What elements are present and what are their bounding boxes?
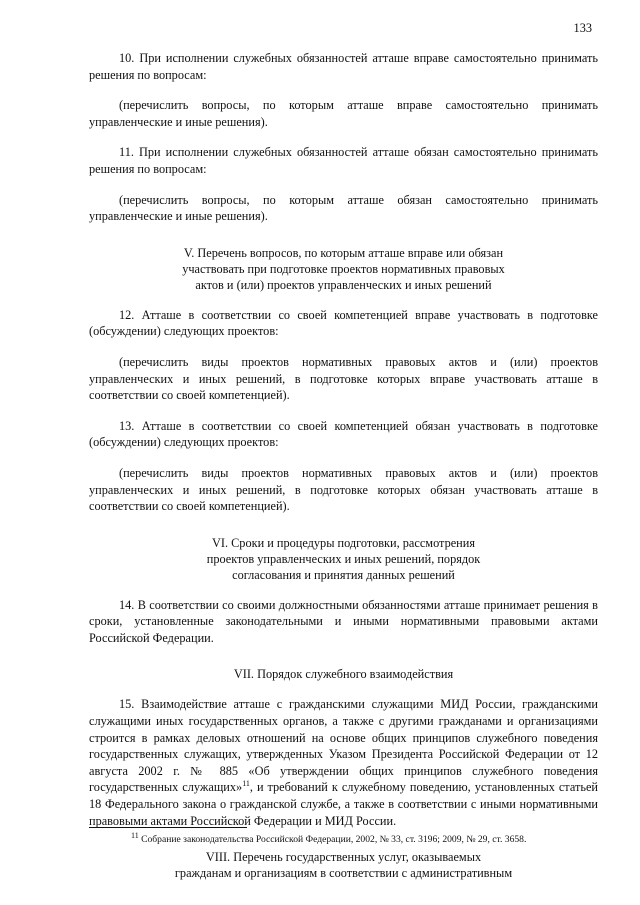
section-heading-line: гражданам и организациям в соответствии с административным — [174, 866, 513, 881]
footnote — [131, 830, 598, 846]
section-heading — [89, 666, 598, 682]
section-heading-line: участвовать при подготовке проектов нормативных правовых — [182, 261, 505, 276]
paragraph: 11. При исполнении служебных обязанностей атташе обязан самостоятельно принимать решения по вопросам: — [89, 145, 598, 176]
section-heading-line: согласования и принятия данных решений — [232, 567, 455, 582]
paragraph: 13. Атташе в соответствии со своей компетенцией обязан участвовать в подготовке (обсуждении) следующих проектов: — [89, 418, 598, 450]
paragraph: 12. Атташе в соответствии со своей компетенцией вправе участвовать в подготовке (обсуждении) следующих проектов: — [89, 307, 598, 339]
section-heading — [89, 245, 598, 293]
paragraph: (перечислить вопросы, по которым атташе обязан самостоятельно принимать управленческие и иные решения). — [89, 192, 598, 224]
paragraph — [89, 696, 598, 829]
paragraph: 14. В соответствии со своими должностными обязанностями атташе принимает решения в сроки, установленные законодательными и иными нормативными правовыми актами Российской Федерации. — [89, 597, 598, 645]
paragraph-text: , и требований к служебному поведению, установленных статьей 18 Федерального закона о гражданской службе, а также в соответствии с иными нормативными правовыми актами Российской Федерации и МИД России. — [89, 780, 598, 828]
page-number: 133 — [573, 21, 592, 35]
section-heading — [89, 535, 598, 583]
paragraph-text: 15. Взаимодействие атташе с гражданскими служащими МИД России, гражданскими служащими иных государственных органов, а также с другими гражданами и организациями строится в рамках деловых отношений на основе общих принципов служебного поведения государственных служащих, утвержденных Указом Президента Российской Федерации от 12 августа 2002 г. № 885 «Об утверждении общих принципов служебного поведения государственных служащих» — [89, 697, 598, 795]
paragraph: (перечислить виды проектов нормативных правовых актов и (или) проектов управленческих и иных решений, в подготовке которых вправе участвовать атташе в соответствии со своей компетенцией). — [89, 354, 598, 403]
section-heading-line: VI. Сроки и процедуры подготовки, рассмотрения — [211, 535, 475, 550]
paragraph: (перечислить виды проектов нормативных правовых актов и (или) проектов управленческих и иных решений, в подготовке которых обязан участвовать атташе в соответствии со своей компетенцией). — [89, 465, 598, 514]
footnote-reference: 11 — [242, 779, 250, 789]
section-heading-line: V. Перечень вопросов, по которым атташе вправе или обязан — [183, 245, 504, 260]
paragraph: 10. При исполнении служебных обязанностей атташе вправе самостоятельно принимать решения по вопросам: — [89, 51, 598, 82]
section-heading-line: проектов управленческих и иных решений, порядок — [206, 551, 481, 566]
footnote-separator — [89, 827, 247, 828]
footnote-marker: 11 — [131, 830, 139, 840]
section-heading-line: актов и (или) проектов управленческих и иных решений — [195, 277, 492, 292]
paragraph: (перечислить вопросы, по которым атташе вправе самостоятельно принимать управленческие и иные решения). — [89, 98, 598, 129]
document-body — [89, 50, 598, 881]
section-heading-line: VII. Порядок служебного взаимодействия — [233, 667, 454, 682]
footnote-text: Собрание законодательства Российской Федерации, 2002, № 33, ст. 3196; 2009, № 29, ст. 3658. — [138, 834, 527, 845]
section-heading — [89, 849, 598, 881]
section-heading-line: VIII. Перечень государственных услуг, оказываемых — [205, 850, 482, 865]
